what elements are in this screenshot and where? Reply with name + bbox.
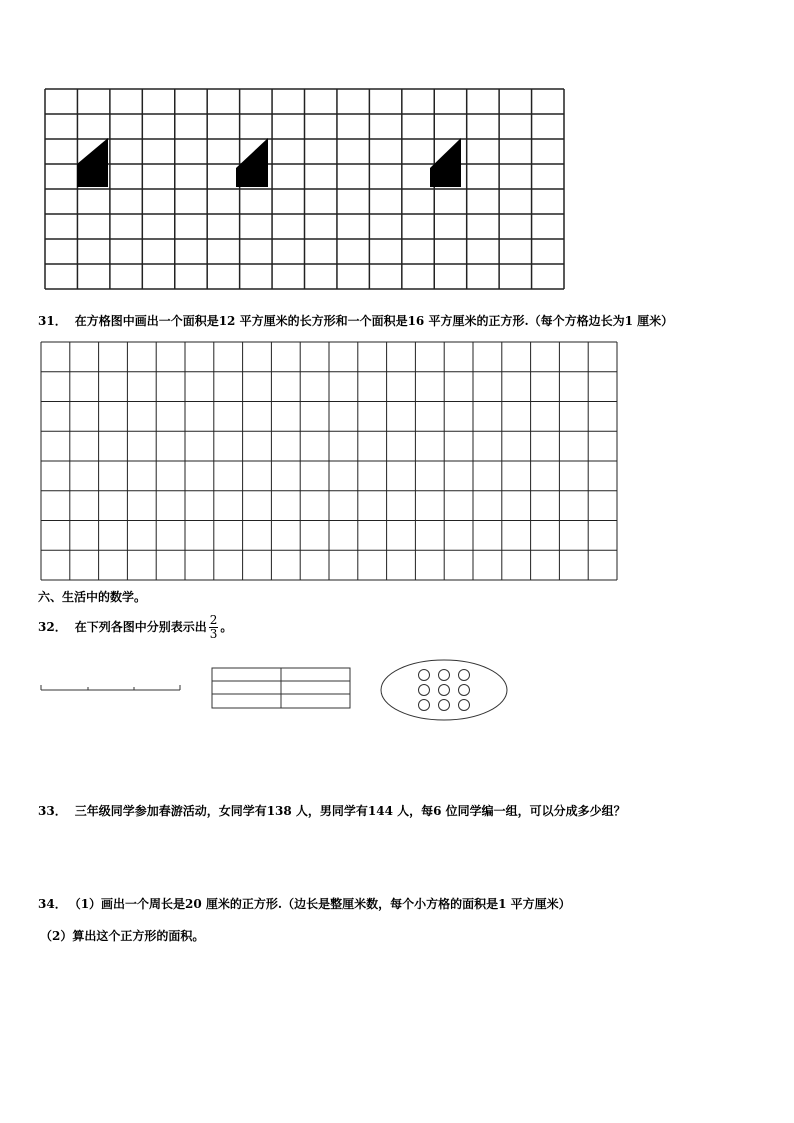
answer-grid-svg — [40, 341, 619, 582]
ellipse-figure — [378, 658, 510, 724]
small-circle — [439, 685, 450, 696]
segment-line-svg — [40, 682, 182, 694]
question-34-part-2: （2）算出这个正方形的面积。 — [40, 929, 205, 943]
small-circle — [419, 670, 430, 681]
fraction — [209, 614, 219, 641]
question-text-end: 。 — [220, 620, 233, 634]
question-text: 在方格图中画出一个面积是12 平方厘米的长方形和一个面积是16 平方厘米的正方形.（每个方格边长为1 厘米） — [74, 314, 674, 328]
rectangle-svg — [211, 667, 353, 711]
fraction-numerator: 2 — [209, 613, 218, 627]
fraction-denominator: 3 — [209, 627, 218, 641]
small-circle — [419, 700, 430, 711]
shape-grid-svg — [44, 88, 566, 292]
section-title: 六、生活中的数学。 — [38, 590, 147, 604]
small-circle — [419, 685, 430, 696]
small-circle — [439, 670, 450, 681]
question-text: 在下列各图中分别表示出 — [74, 620, 207, 634]
shaded-trapezoid-2 — [236, 138, 268, 187]
question-number: 33． — [38, 804, 67, 818]
question-part-1: （1）画出一个周长是20 厘米的正方形.（边长是整厘米数，每个小方格的面积是1 平方厘米） — [74, 897, 571, 911]
question-text: 三年级同学参加春游活动，女同学有138 人，男同学有144 人，每6 位同学编一组，可以分成多少组？ — [74, 804, 626, 818]
small-circle — [439, 700, 450, 711]
question-number: 32． — [38, 620, 67, 634]
question-number: 34． — [38, 897, 67, 911]
small-circle — [459, 685, 470, 696]
shaded-trapezoid-1 — [77, 138, 108, 187]
small-circle — [459, 670, 470, 681]
question-33 — [38, 802, 626, 819]
segment-line-figure — [40, 682, 182, 694]
question-32 — [38, 614, 232, 641]
small-circle — [459, 700, 470, 711]
question-number: 31． — [38, 314, 67, 328]
rectangle-figure — [211, 667, 353, 711]
question-31 — [38, 312, 673, 329]
answer-grid — [40, 341, 619, 582]
question-34 — [38, 895, 571, 912]
shape-grid — [44, 88, 566, 292]
ellipse-svg — [378, 658, 510, 724]
